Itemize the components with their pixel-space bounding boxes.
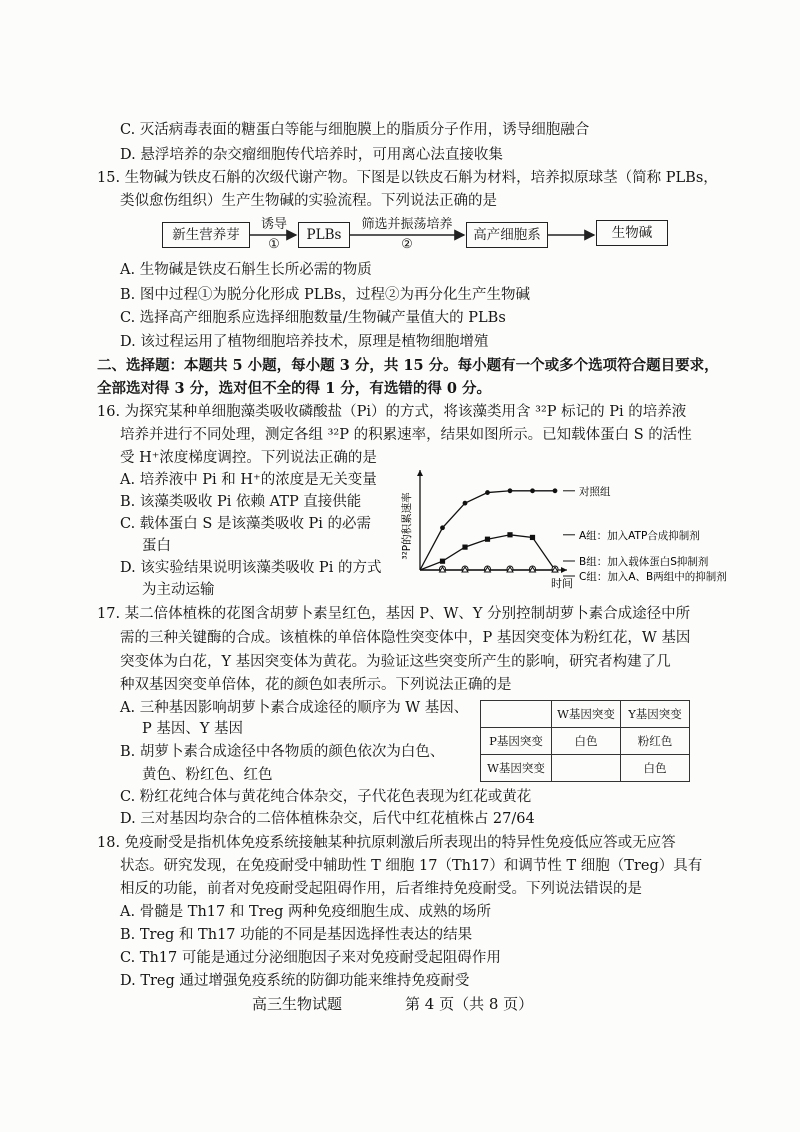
legend-label-1: 对照组 — [579, 485, 611, 498]
q18-option-c: C. Th17 可能是通过分泌细胞因子来对免疫耐受起阻碍作用 — [120, 950, 501, 966]
x-axis-label: 时间 — [551, 577, 573, 590]
footer-subject: 高三生物试题 — [252, 995, 343, 1013]
table-cell: 粉红色 — [621, 728, 690, 755]
legend-label-2: A组：加入ATP合成抑制剂 — [579, 529, 700, 542]
table-cell — [552, 755, 621, 782]
table-cell-empty — [481, 701, 552, 728]
footer-page-number: 第 4 页（共 8 页） — [405, 995, 534, 1013]
q16-line-chart — [390, 470, 740, 600]
flow-label-step1: ① — [268, 237, 280, 252]
q14-option-d: D. 悬浮培养的杂交瘤细胞传代培养时，可用离心法直接收集 — [120, 147, 503, 163]
q16-stem-line3: 受 H⁺浓度梯度调控。下列说法正确的是 — [120, 450, 377, 466]
data-point — [530, 488, 535, 493]
flow-box-plbs: PLBs — [298, 222, 350, 248]
q16-stem-line2: 培养并进行不同处理，测定各组 ³²P 的积累速率，结果如图所示。已知载体蛋白 S 的活性 — [120, 427, 692, 443]
q16-option-d-line2: 为主动运输 — [142, 582, 215, 598]
q15-stem-line1: 15. 生物碱为铁皮石斛的次级代谢产物。下图是以铁皮石斛为材料，培养拟原球茎（简称 PLBs， — [97, 170, 718, 186]
legend-label-4: C组：加入A、B两组中的抑制剂 — [579, 571, 727, 583]
q17-option-a-line2: P 基因、Y 基因 — [142, 721, 244, 737]
legend-label-3: B组：加入载体蛋白S抑制剂 — [579, 556, 709, 568]
q14-option-c: C. 灭活病毒表面的糖蛋白等能与细胞膜上的脂质分子作用，诱导细胞融合 — [120, 122, 590, 138]
q15-option-a: A. 生物碱是铁皮石斛生长所必需的物质 — [120, 262, 372, 278]
q17-stem-line4: 种双基因突变单倍体，花的颜色如表所示。下列说法正确的是 — [120, 677, 512, 693]
table-cell: 白色 — [621, 755, 690, 782]
flow-box-high-yield-line: 高产细胞系 — [466, 222, 548, 248]
q18-stem-line3: 相反的功能，前者对免疫耐受起阻碍作用，后者维持免疫耐受。下列说法错误的是 — [120, 881, 642, 897]
q18-option-b: B. Treg 和 Th17 功能的不同是基因选择性表达的结果 — [120, 927, 473, 943]
q18-stem-line2: 状态。研究发现，在免疫耐受中辅助性 T 细胞 17（Th17）和调节性 T 细胞（Treg）具有 — [120, 858, 703, 874]
q17-option-a-line1: A. 三种基因影响胡萝卜素合成途径的顺序为 W 基因、 — [120, 700, 469, 716]
q15-option-d: D. 该过程运用了植物细胞培养技术，原理是植物细胞增殖 — [120, 334, 489, 350]
table-cell: 白色 — [552, 728, 621, 755]
table-row-header-w: W基因突变 — [481, 755, 552, 782]
q16-option-c-line1: C. 载体蛋白 S 是该藻类吸收 Pi 的必需 — [120, 516, 372, 532]
q16-option-d-line1: D. 该实验结果说明该藻类吸收 Pi 的方式 — [120, 560, 382, 576]
table-header-w: W基因突变 — [552, 701, 621, 728]
table-header-y: Y基因突变 — [621, 701, 690, 728]
q16-stem-line1: 16. 为探究某种单细胞藻类吸收磷酸盐（Pi）的方式，将该藻类用含 ³²P 标记的 Pi 的培养液 — [97, 404, 687, 420]
q17-option-d: D. 三对基因均杂合的二倍体植株杂交，后代中红花植株占 27/64 — [120, 811, 535, 827]
table-row — [481, 755, 690, 782]
q18-option-a: A. 骨髓是 Th17 和 Treg 两种免疫细胞生成、成熟的场所 — [120, 904, 492, 920]
y-axis-label: ³²P的积累速率 — [401, 492, 413, 560]
q17-stem-line2: 需的三种关键酶的合成。该植株的单倍体隐性突变体中，P 基因突变体为粉红花，W 基因 — [120, 630, 691, 646]
section2-heading-line2: 全部选对得 3 分，选对但不全的得 1 分，有选错的得 0 分。 — [97, 380, 492, 397]
data-point — [440, 525, 445, 530]
q18-stem-line1: 18. 免疫耐受是指机体免疫系统接触某种抗原刺激后所表现出的特异性免疫低应答或无应答 — [97, 835, 676, 851]
q17-option-c: C. 粉红花纯合体与黄花纯合体杂交，子代花色表现为红花或黄花 — [120, 789, 532, 805]
flow-label-induce: 诱导 — [260, 217, 287, 232]
data-point — [440, 559, 445, 564]
data-point — [485, 537, 490, 542]
data-point — [507, 532, 512, 537]
table-row — [481, 701, 690, 728]
flow-arrows — [0, 0, 800, 300]
q16-option-c-line2: 蛋白 — [142, 538, 171, 554]
flow-label-screen: 筛选并振荡培养 — [361, 217, 453, 232]
section2-heading-line1: 二、选择题：本题共 5 小题，每小题 3 分，共 15 分。每小题有一个或多个选项符合题目要求， — [97, 357, 719, 374]
x-axis-arrow — [561, 567, 567, 573]
q16-option-b: B. 该藻类吸收 Pi 依赖 ATP 直接供能 — [120, 494, 362, 510]
data-point — [553, 488, 558, 493]
data-point — [530, 535, 535, 540]
q17-gene-table — [480, 700, 690, 782]
data-point — [463, 501, 468, 506]
y-axis-arrow — [417, 470, 423, 476]
flow-box-alkaloid: 生物碱 — [596, 220, 668, 246]
q17-option-b-line1: B. 胡萝卜素合成途径中各物质的颜色依次为白色、 — [120, 744, 445, 760]
q15-stem-line2: 类似愈伤组织）生产生物碱的实验流程。下列说法正确的是 — [120, 193, 497, 209]
data-point — [508, 488, 513, 493]
flow-label-step2: ② — [401, 237, 413, 252]
q17-option-b-line2: 黄色、粉红色、红色 — [142, 767, 273, 783]
table-row-header-p: P基因突变 — [481, 728, 552, 755]
table-row — [481, 728, 690, 755]
q17-stem-line1: 17. 某二倍体植株的花图含胡萝卜素呈红色，基因 P、W、Y 分别控制胡萝卜素合成途径中所 — [97, 606, 691, 622]
series-line-1 — [420, 491, 555, 570]
data-point — [485, 490, 490, 495]
q15-option-c: C. 选择高产细胞系应选择细胞数量/生物碱产量值大的 PLBs — [120, 310, 506, 326]
q15-option-b: B. 图中过程①为脱分化形成 PLBs，过程②为再分化生产生物碱 — [120, 287, 530, 303]
flow-box-new-bud: 新生营养芽 — [162, 222, 250, 248]
data-point — [462, 545, 467, 550]
q18-option-d: D. Treg 通过增强免疫系统的防御功能来维持免疫耐受 — [120, 973, 470, 989]
q16-option-a: A. 培养液中 Pi 和 H⁺的浓度是无关变量 — [120, 472, 377, 488]
q17-stem-line3: 突变体为白花，Y 基因突变体为黄花。为验证这些突变所产生的影响，研究者构建了几 — [120, 654, 671, 670]
